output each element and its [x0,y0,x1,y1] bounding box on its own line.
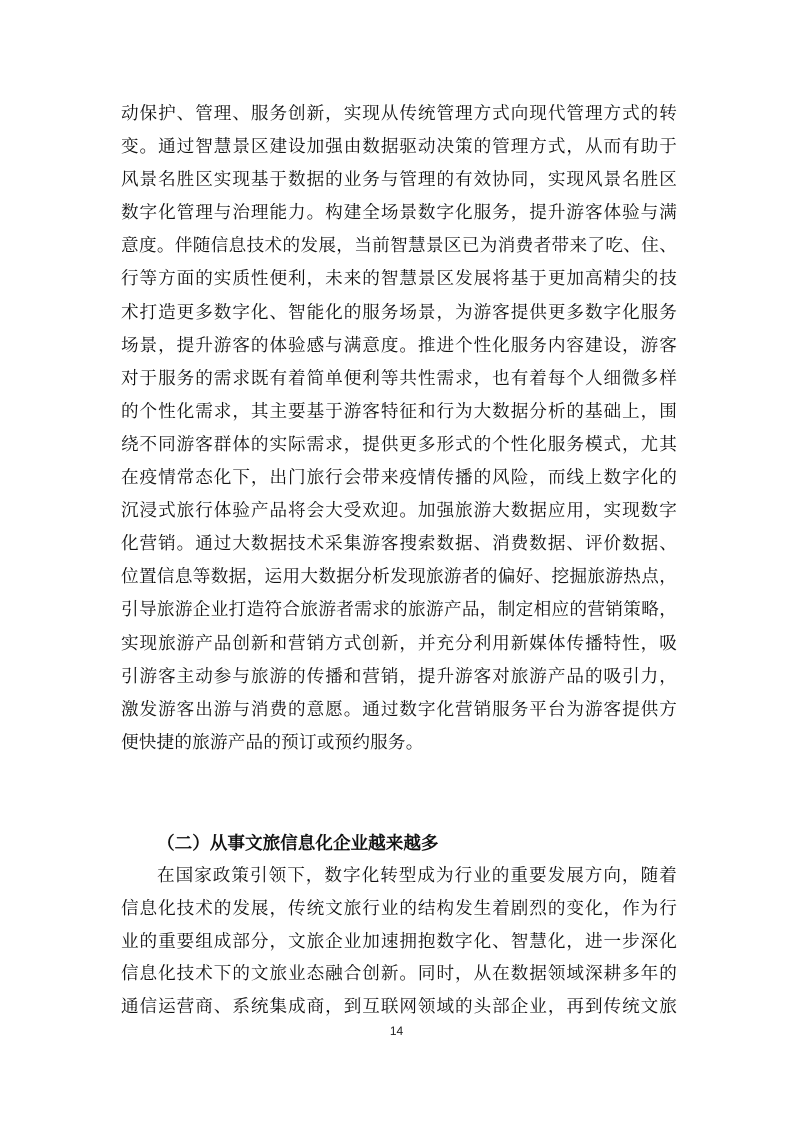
text-line: 场景，提升游客的体验感与满意度。推进个性化服务内容建设，游客 [121,335,677,356]
text-line: 的个性化需求，其主要基于游客特征和行为大数据分析的基础上，围 [121,401,677,422]
text-line: 沉浸式旅行体验产品将会大受欢迎。加强旅游大数据应用，实现数字 [121,501,677,522]
text-line: 在国家政策引领下，数字化转型成为行业的重要发展方向，随着 [157,866,677,886]
page-number: 14 [389,1024,404,1038]
text-line: 引游客主动参与旅游的传播和营销，提升游客对旅游产品的吸引力， [121,666,677,687]
text-line: 术打造更多数字化、智能化的服务场景，为游客提供更多数字化服务 [121,302,677,323]
text-line: 意度。伴随信息技术的发展，当前智慧景区已为消费者带来了吃、住、 [121,236,677,257]
text-line: 行等方面的实质性便利，未来的智慧景区发展将基于更加高精尖的技 [121,269,677,290]
text-line: 业的重要组成部分，文旅企业加速拥抱数字化、智慧化，进一步深化 [121,931,677,952]
text-line: 信息化技术的发展，传统文旅行业的结构发生着剧烈的变化，作为行 [121,898,677,919]
section-heading: （二）从事文旅信息化企业越来越多 [157,834,439,854]
text-line: 变。通过智慧景区建设加强由数据驱动决策的管理方式，从而有助于 [121,137,677,158]
text-line: 化营销。通过大数据技术采集游客搜索数据、消费数据、评价数据、 [121,534,677,555]
text-line: 对于服务的需求既有着简单便利等共性需求，也有着每个人细微多样 [121,368,677,389]
text-line: 引导旅游企业打造符合旅游者需求的旅游产品，制定相应的营销策略， [121,600,677,621]
text-line: 绕不同游客群体的实际需求，提供更多形式的个性化服务模式，尤其 [121,434,677,455]
text-line: 通信运营商、系统集成商，到互联网领域的头部企业，再到传统文旅 [121,997,677,1018]
text-line: 动保护、管理、服务创新，实现从传统管理方式向现代管理方式的转 [121,104,677,124]
text-line: 位置信息等数据，运用大数据分析发现旅游者的偏好、挖掘旅游热点， [121,567,677,588]
text-line: 实现旅游产品创新和营销方式创新，并充分利用新媒体传播特性，吸 [121,633,677,654]
text-line: 在疫情常态化下，出门旅行会带来疫情传播的风险，而线上数字化的 [121,468,677,489]
text-line: 便快捷的旅游产品的预订或预约服务。 [121,732,424,753]
text-line: 信息化技术下的文旅业态融合创新。同时，从在数据领域深耕多年的 [121,964,677,985]
text-line: 风景名胜区实现基于数据的业务与管理的有效协同，实现风景名胜区 [121,170,677,191]
text-line: 激发游客出游与消费的意愿。通过数字化营销服务平台为游客提供方 [121,699,677,720]
body-paragraph [121,860,677,1024]
body-paragraph [121,98,677,760]
text-line: 数字化管理与治理能力。构建全场景数字化服务，提升游客体验与满 [121,203,677,224]
